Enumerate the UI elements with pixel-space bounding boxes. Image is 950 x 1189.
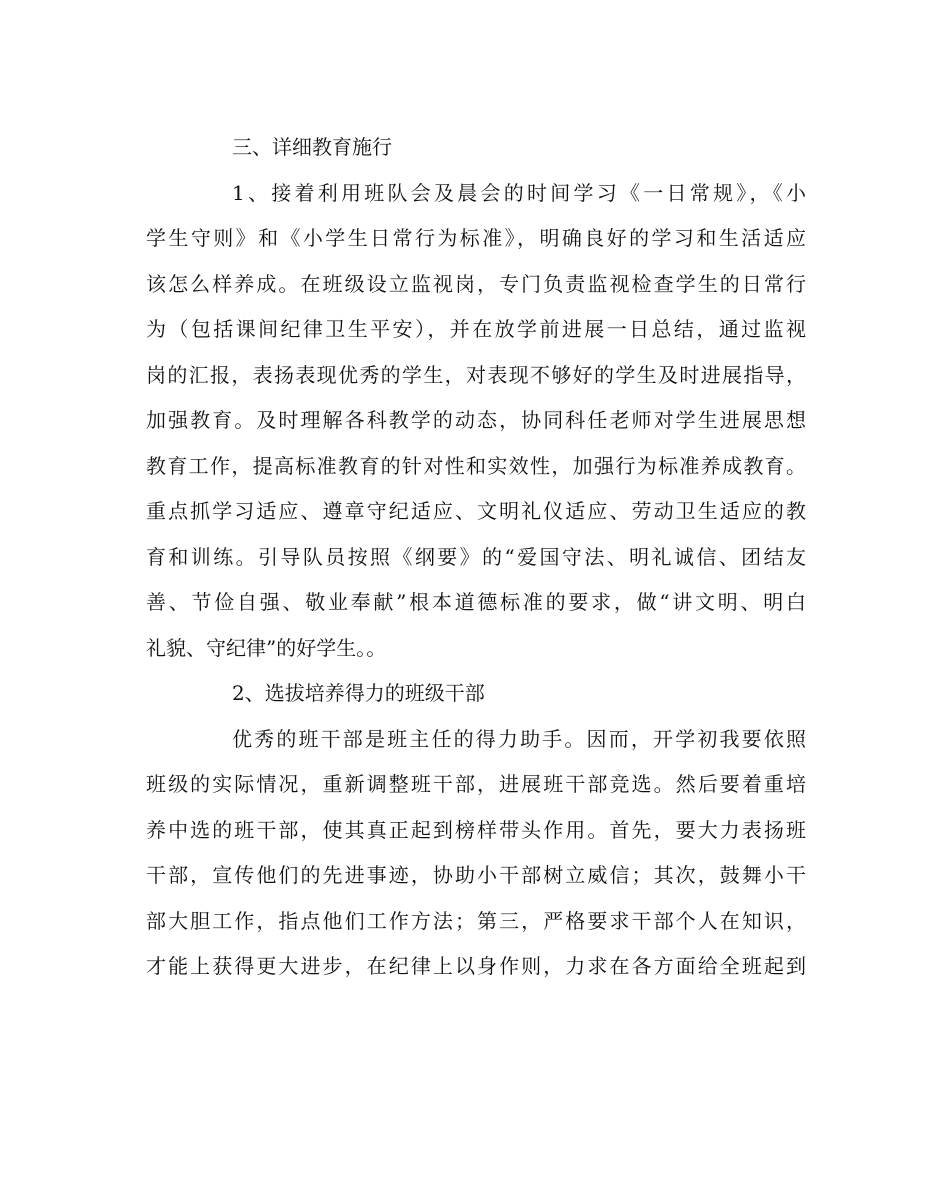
paragraph-line: 优秀的班干部是班主任的得力助手。因而，开学初我要依照: [232, 726, 806, 751]
paragraph-line: 1、接着利用班队会及晨会的时间学习《一日常规》，《小: [232, 180, 806, 205]
paragraph-line: 学生守则》和《小学生日常行为标准》，明确良好的学习和生活适应: [146, 226, 806, 250]
section-heading: 三、详细教育施行: [232, 135, 392, 159]
document-body: [146, 125, 806, 990]
paragraph-line: 养中选的班干部，使其真正起到榜样带头作用。首先，要大力表扬班: [146, 817, 806, 842]
paragraph-line: 岗的汇报，表扬表现优秀的学生，对表现不够好的学生及时进展指导，: [146, 362, 806, 387]
paragraph-line: 干部，宣传他们的先进事迹，协助小干部树立威信；其次，鼓舞小干: [146, 863, 806, 887]
paragraph-line: 教育工作，提高标准教育的针对性和实效性，加强行为标准养成教育。: [146, 453, 806, 478]
paragraph-line: 善、节俭自强、敬业奉献”根本道德标准的要求，做“讲文明、明白: [146, 590, 806, 614]
subsection-heading: 2、选拔培养得力的班级干部: [232, 681, 485, 705]
paragraph-line: 礼貌、守纪律”的好学生。。: [146, 635, 387, 660]
paragraph-line: 重点抓学习适应、遵章守纪适应、文明礼仪适应、劳动卫生适应的教: [146, 499, 806, 523]
paragraph-line: 才能上获得更大进步，在纪律上以身作则，力求在各方面给全班起到: [146, 954, 806, 978]
paragraph-line: 为（包括课间纪律卫生平安），并在放学前进展一日总结，通过监视: [146, 317, 806, 341]
paragraph-line: 部大胆工作，指点他们工作方法；第三，严格要求干部个人在知识，: [146, 908, 806, 933]
paragraph-line: 加强教育。及时理解各科教学的动态，协同科任老师对学生进展思想: [146, 408, 806, 432]
paragraph-line: 育和训练。引导队员按照《纲要》的“爱国守法、明礼诚信、团结友: [146, 544, 806, 569]
paragraph-line: 该怎么样养成。在班级设立监视岗，专门负责监视检查学生的日常行: [146, 271, 806, 296]
paragraph-line: 班级的实际情况，重新调整班干部，进展班干部竞选。然后要着重培: [146, 772, 806, 796]
